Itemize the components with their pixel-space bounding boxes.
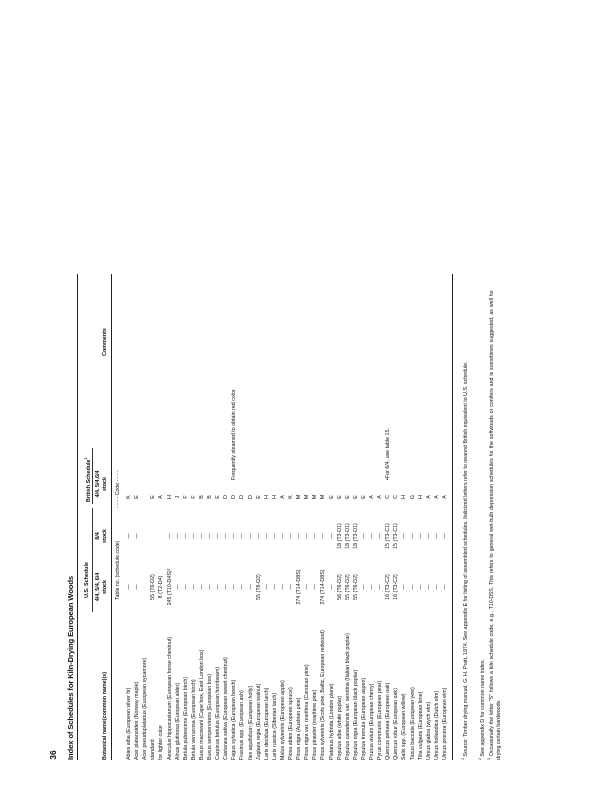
us-schedule-8-4-cell: — bbox=[312, 533, 319, 539]
us-schedule-4-4-cell: 55 (T6-D2) bbox=[255, 574, 262, 600]
rotated-table-page bbox=[63, 60, 553, 760]
top-rule bbox=[77, 274, 78, 760]
british-code-cell: K bbox=[126, 495, 132, 499]
us-schedule-4-4-cell: 55 (T6-D2) bbox=[352, 574, 359, 600]
table-row bbox=[215, 274, 223, 760]
botanical-name-cell: Acer platanoides (Norway maple) bbox=[134, 681, 141, 760]
us-schedule-8-4-cell: 15 (T3-C1) bbox=[393, 523, 400, 549]
botanical-name-cell: Taxus baccata (European yew) bbox=[409, 687, 416, 760]
bottom-rule bbox=[452, 274, 453, 760]
us-schedule-4-4-cell: 274 (T14-D8S) bbox=[320, 569, 327, 605]
us-schedule-8-4-cell: — bbox=[247, 533, 254, 539]
botanical-name-cell: Carpinus betulus (European hornbeam) bbox=[215, 666, 222, 760]
us-schedule-8-4-cell: 15 (T3-C1) bbox=[385, 523, 392, 549]
british-code-cell: E bbox=[215, 495, 222, 499]
british-code-cell: F bbox=[182, 495, 189, 499]
us-schedule-4-4-cell: — bbox=[441, 584, 448, 590]
us-schedule-4-4-cell: — bbox=[190, 584, 197, 590]
british-code-cell: F bbox=[190, 495, 197, 499]
us-schedule-8-4-cell: 18 (T3-D1) bbox=[344, 523, 351, 549]
table-row bbox=[191, 274, 199, 760]
british-code-cell: H bbox=[166, 495, 173, 499]
british-code-cell: C bbox=[393, 495, 400, 499]
us-schedule-4-4-cell: — bbox=[134, 584, 141, 590]
us-schedule-4-4-cell: — bbox=[433, 584, 440, 590]
us-schedule-8-4-cell: — bbox=[166, 533, 173, 539]
page-number: 36 bbox=[48, 750, 58, 760]
botanical-name-cell: Larix decidua (European larch) bbox=[263, 687, 270, 760]
british-code-cell: B bbox=[198, 495, 205, 499]
us-col1-stock: stock bbox=[102, 579, 108, 595]
us-schedule-8-4-cell: — bbox=[182, 533, 189, 539]
table-row bbox=[296, 274, 304, 760]
us-schedule-4-4-cell: — bbox=[288, 584, 294, 590]
british-units-label: - - - - Code - - - - bbox=[115, 470, 121, 508]
botanical-name-cell: Salix spp. (European willow) bbox=[401, 693, 408, 760]
british-code-cell: D bbox=[231, 495, 238, 499]
botanical-name-cell: Quercus petraea (European oak) bbox=[385, 682, 392, 760]
table-row bbox=[142, 274, 150, 760]
us-schedule-8-4-cell: — bbox=[239, 533, 246, 539]
us-col2-header: 8/4 bbox=[95, 532, 101, 540]
table-row bbox=[207, 274, 215, 760]
botanical-name-cell: Betula pubescens (European birch) bbox=[182, 676, 189, 760]
us-schedule-8-4-cell: — bbox=[328, 533, 335, 539]
botanical-name-cell: standard bbox=[150, 739, 157, 760]
us-schedule-8-4-cell: — bbox=[409, 533, 416, 539]
table-row bbox=[158, 274, 166, 760]
british-code-cell: M bbox=[304, 494, 311, 500]
table-row bbox=[264, 274, 272, 760]
table-row bbox=[256, 274, 264, 760]
us-schedule-8-4-cell: — bbox=[288, 533, 294, 539]
british-code-cell: A bbox=[158, 495, 165, 499]
us-schedule-8-4-cell: — bbox=[263, 533, 270, 539]
us-schedule-8-4-cell: — bbox=[126, 533, 132, 539]
british-code-cell: J bbox=[174, 495, 181, 499]
footnote-3: $^3$ Occasionally the letter "S" follows a kiln schedule code, e.g., T10-D5S. This refers to general wet-bulb depression schedules for the softwoods or conifers and is sometimes suggested, as well for drying certain hardwoods. bbox=[487, 290, 502, 760]
table-row bbox=[369, 274, 377, 760]
botanical-name-cell: Buxus sempervirens (European box) bbox=[207, 674, 213, 760]
table-row bbox=[361, 274, 369, 760]
british-code-cell: H bbox=[263, 495, 270, 499]
british-code-cell: D bbox=[239, 495, 246, 499]
british-code-cell: K bbox=[288, 495, 294, 499]
british-code-cell: A bbox=[433, 495, 440, 499]
table-row bbox=[183, 274, 191, 760]
botanical-name-cell: Picea abies (European spruce) bbox=[288, 687, 294, 760]
table-row bbox=[434, 274, 442, 760]
british-code-cell: E bbox=[150, 495, 157, 499]
us-schedule-8-4-cell: — bbox=[369, 533, 375, 539]
us-schedule-8-4-cell: — bbox=[255, 533, 262, 539]
botanical-name-cell: Aesculus hippocastanum (European horse chestnut) bbox=[166, 636, 173, 760]
comment-cell: •For 6/4, use table 15. bbox=[385, 428, 392, 480]
british-code-cell: H bbox=[271, 495, 278, 499]
us-schedule-4-4-cell: — bbox=[328, 584, 335, 590]
botanical-name-header: Botanical name(common name)(s) bbox=[102, 671, 108, 760]
table-row bbox=[410, 274, 418, 760]
comments-header: Comments bbox=[102, 328, 108, 356]
us-schedule-4-4-cell: — bbox=[304, 584, 311, 590]
british-code-cell: A bbox=[441, 495, 448, 499]
british-code-cell: E bbox=[344, 495, 351, 499]
british-col-stock: stock bbox=[102, 476, 108, 492]
us-schedule-4-4-cell: 55 (T6-D2) bbox=[150, 574, 157, 600]
us-col1-header: 4/4, 5/4, 6/4 bbox=[95, 572, 101, 602]
botanical-name-cell: Malus sylvestris (European apple) bbox=[279, 680, 286, 760]
botanical-name-cell: for lighter color bbox=[158, 724, 165, 760]
footnote-1: $^1$ Source: Timber drying manual, G. H. Pratt, 1974. See appendix E for listing of assembled schedules. Italicized letters refer to nearest British equivalent to U.S. schedule. bbox=[461, 361, 469, 760]
botanical-name-cell: Ulmus procera (European elm) bbox=[441, 687, 448, 760]
us-schedule-8-4-cell: 18 (T3-D1) bbox=[336, 523, 343, 549]
table-row bbox=[312, 274, 320, 760]
table-row bbox=[223, 274, 231, 760]
british-code-cell: E bbox=[328, 495, 335, 499]
british-code-cell: E bbox=[336, 495, 343, 499]
table-row bbox=[329, 274, 337, 760]
british-code-cell: D bbox=[247, 495, 254, 499]
botanical-name-cell: Prunus avium (European cherry) bbox=[369, 683, 375, 760]
us-schedule-8-4-cell: — bbox=[207, 533, 213, 539]
table-row bbox=[231, 274, 239, 760]
us-schedule-4-4-cell: — bbox=[174, 584, 181, 590]
botanical-name-cell: Pinus nigra (Austrian pine) bbox=[296, 697, 303, 760]
us-col2-stock: stock bbox=[102, 528, 108, 544]
table-row bbox=[426, 274, 434, 760]
us-schedule-8-4-cell: — bbox=[360, 533, 367, 539]
botanical-name-cell: Ilex aquifolium (European holly) bbox=[247, 685, 254, 760]
british-code-cell: A bbox=[377, 495, 384, 499]
botanical-name-cell: Quercus robur (European oak) bbox=[393, 688, 400, 760]
us-schedule-4-4-cell: 16 (T3-C2) bbox=[393, 574, 400, 600]
us-schedule-4-4-cell: 8 (T2-D4) bbox=[158, 575, 165, 599]
us-schedule-4-4-cell: — bbox=[239, 584, 246, 590]
botanical-name-cell: Populus alba (white poplar) bbox=[336, 695, 343, 760]
us-schedule-8-4-cell: — bbox=[401, 533, 408, 539]
page-title: Index of Schedules for Kiln-Drying European Woods bbox=[66, 576, 75, 760]
us-schedule-8-4-cell: — bbox=[190, 533, 197, 539]
us-schedule-header: U.S. Schedule bbox=[84, 562, 90, 598]
british-code-cell: M bbox=[296, 494, 303, 500]
us-schedule-8-4-cell: — bbox=[198, 533, 205, 539]
british-code-cell: A bbox=[279, 495, 286, 499]
us-schedule-8-4-cell: — bbox=[417, 533, 424, 539]
us-schedule-4-4-cell: — bbox=[312, 584, 319, 590]
table-row bbox=[167, 274, 175, 760]
botanical-name-cell: Populus nigra (European black poplar) bbox=[352, 669, 359, 760]
us-schedule-rule bbox=[92, 508, 93, 612]
botanical-name-cell: Tilia vulgaris (European lime) bbox=[417, 691, 424, 760]
botanical-name-cell: Abies alba (European silver fir) bbox=[126, 687, 132, 760]
us-schedule-8-4-cell: — bbox=[174, 533, 181, 539]
botanical-name-cell: Pinus nigra var. maritima (Corsican pine) bbox=[304, 664, 311, 760]
botanical-name-cell: Platanus hybrida (London plane) bbox=[328, 683, 335, 760]
british-code-cell: D bbox=[223, 495, 230, 499]
us-schedule-8-4-cell: — bbox=[134, 533, 141, 539]
table-row bbox=[175, 274, 183, 760]
us-schedule-8-4-cell: — bbox=[433, 533, 440, 539]
british-code-cell: C bbox=[385, 495, 392, 499]
table-row bbox=[288, 274, 296, 760]
botanical-name-cell: Populus tremula (European aspen) bbox=[360, 677, 367, 760]
us-schedule-4-4-cell: — bbox=[231, 584, 238, 590]
british-code-cell: A bbox=[369, 495, 375, 499]
table-row bbox=[353, 274, 361, 760]
british-code-cell: E bbox=[360, 495, 367, 499]
british-code-cell: H bbox=[401, 495, 408, 499]
british-schedule-rule bbox=[92, 448, 93, 504]
us-schedule-4-4-cell: — bbox=[369, 584, 375, 590]
table-row bbox=[280, 274, 288, 760]
table-row bbox=[248, 274, 256, 760]
british-col-header: 4/4, 5/4,6/4 bbox=[95, 470, 101, 498]
footnote-2: $^2$ See appendix D for common name index. bbox=[478, 659, 486, 760]
us-schedule-4-4-cell: — bbox=[271, 584, 278, 590]
botanical-name-cell: Ulmus glabra (wych elm) bbox=[425, 701, 432, 760]
us-schedule-4-4-cell: — bbox=[126, 584, 132, 590]
botanical-name-cell: Populus canadensis var. serotina (Italian black poplar) bbox=[344, 633, 351, 760]
botanical-name-cell: Pyrus communis (European pear) bbox=[377, 680, 384, 760]
table-row bbox=[401, 274, 409, 760]
table-row bbox=[418, 274, 426, 760]
table-row bbox=[199, 274, 207, 760]
table-row bbox=[393, 274, 401, 760]
table-row bbox=[134, 274, 142, 760]
us-schedule-4-4-cell: — bbox=[182, 584, 189, 590]
table-row bbox=[385, 274, 393, 760]
us-schedule-4-4-cell: — bbox=[360, 584, 367, 590]
us-schedule-8-4-cell: — bbox=[223, 533, 230, 539]
us-schedule-4-4-cell: 55 (T6-D2) bbox=[344, 574, 351, 600]
us-schedule-4-4-cell: — bbox=[409, 584, 416, 590]
botanical-name-cell: Buxus macowani (Cape box, East London box) bbox=[198, 649, 205, 760]
us-schedule-8-4-cell: — bbox=[304, 533, 311, 539]
botanical-name-cell: Juglans regia (European walnut) bbox=[255, 683, 262, 760]
table-row bbox=[150, 274, 158, 760]
us-schedule-8-4-cell: — bbox=[296, 533, 303, 539]
us-schedule-4-4-cell: — bbox=[417, 584, 424, 590]
british-schedule-header: British Schedule$^1$ bbox=[84, 457, 92, 502]
botanical-name-cell: Pinus pinaster (maritime pine) bbox=[312, 689, 319, 760]
us-schedule-4-4-cell: 56 (T6-D2) bbox=[336, 574, 343, 600]
botanical-name-cell: Fraxinus spp. (European ash) bbox=[239, 690, 246, 760]
british-code-cell: E bbox=[352, 495, 359, 499]
table-row bbox=[272, 274, 280, 760]
botanical-name-cell: Larix russica (Siberian larch) bbox=[271, 692, 278, 760]
us-schedule-4-4-cell: — bbox=[215, 584, 222, 590]
botanical-name-cell: Alnus glutinosa (European alder) bbox=[174, 682, 181, 760]
us-schedule-8-4-cell: — bbox=[279, 533, 286, 539]
table-row bbox=[337, 274, 345, 760]
us-schedule-8-4-cell: — bbox=[231, 533, 238, 539]
botanical-name-cell: Ulmus hollandica (Dutch elm) bbox=[433, 690, 440, 760]
comment-cell: Frequently steamed to obtain red color. bbox=[231, 388, 238, 480]
british-code-cell: B bbox=[207, 495, 213, 499]
british-code-cell: E bbox=[255, 495, 262, 499]
table-row bbox=[320, 274, 328, 760]
table-row bbox=[239, 274, 247, 760]
us-schedule-4-4-cell: — bbox=[377, 584, 384, 590]
us-schedule-8-4-cell: 18 (T3-D1) bbox=[352, 523, 359, 549]
british-code-cell: M bbox=[320, 494, 327, 500]
table-row bbox=[442, 274, 450, 760]
us-schedule-8-4-cell: — bbox=[320, 533, 327, 539]
us-schedule-4-4-cell: — bbox=[207, 584, 213, 590]
us-schedule-8-4-cell: — bbox=[215, 533, 222, 539]
botanical-name-cell: Acer pseudoplatanus (European sycamore) bbox=[142, 657, 149, 760]
table-row bbox=[126, 274, 134, 760]
header-rule bbox=[111, 274, 112, 760]
us-schedule-8-4-cell: — bbox=[441, 533, 448, 539]
us-schedule-4-4-cell: — bbox=[223, 584, 230, 590]
botanical-name-cell: Betula verrucosa (European birch) bbox=[190, 679, 197, 760]
us-schedule-4-4-cell: — bbox=[425, 584, 432, 590]
us-schedule-8-4-cell: — bbox=[377, 533, 384, 539]
british-code-cell: H bbox=[417, 495, 424, 499]
table-row bbox=[377, 274, 385, 760]
british-code-cell: G bbox=[409, 494, 416, 500]
british-code-cell: A bbox=[425, 495, 432, 499]
botanical-name-cell: Castanea sativa (European sweet chestnut) bbox=[223, 657, 230, 760]
us-units-label: Table no. (schedule code) bbox=[115, 540, 121, 600]
us-schedule-8-4-cell: — bbox=[425, 533, 432, 539]
us-schedule-4-4-cell: — bbox=[279, 584, 286, 590]
table-row bbox=[304, 274, 312, 760]
us-schedule-4-4-cell: — bbox=[263, 584, 270, 590]
botanical-name-cell: Fagus sylvatica (European beech) bbox=[231, 679, 238, 760]
us-schedule-4-4-cell: 245 (T10-D4S)² bbox=[166, 568, 173, 606]
botanical-name-cell: Pinus sylvestris (Scots pine, Baltic, European redwood) bbox=[320, 630, 327, 760]
british-code-cell: E bbox=[134, 495, 141, 499]
british-code-cell: M bbox=[312, 494, 319, 500]
us-schedule-4-4-cell: — bbox=[247, 584, 254, 590]
us-schedule-4-4-cell: 274 (T14-D8S) bbox=[296, 569, 303, 605]
us-schedule-4-4-cell: — bbox=[198, 584, 205, 590]
table-row bbox=[345, 274, 353, 760]
us-schedule-4-4-cell: 16 (T3-C2) bbox=[385, 574, 392, 600]
us-schedule-8-4-cell: — bbox=[271, 533, 278, 539]
us-schedule-4-4-cell: — bbox=[401, 584, 408, 590]
